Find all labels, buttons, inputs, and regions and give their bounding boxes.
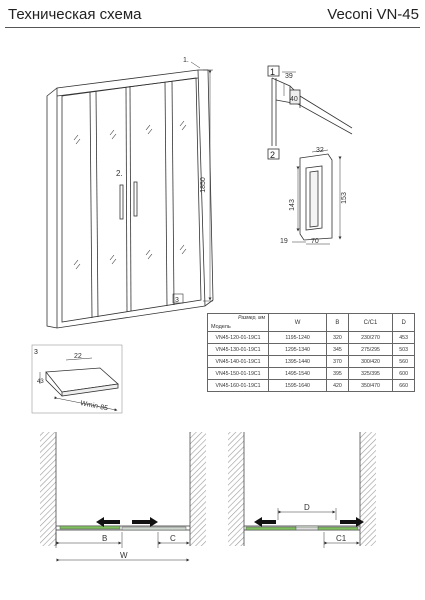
table-cell: 1395-1440 [269, 356, 327, 368]
table-cell: 370 [327, 356, 349, 368]
detail-3-number: 3 [34, 349, 38, 356]
detail-2-number: 2 [270, 150, 276, 160]
table-cell: 1195-1240 [269, 332, 327, 344]
plan-left-label-b: B [102, 534, 108, 543]
model-name: Veconi VN-45 [327, 6, 419, 23]
table-cell: 230/270 [348, 332, 392, 344]
detail-1-view [268, 66, 352, 146]
table-row [208, 380, 415, 392]
table-cell: 300/420 [348, 356, 392, 368]
plan-view-right [228, 432, 376, 548]
table-header-d: D [393, 314, 415, 332]
table-row [208, 368, 415, 380]
table-cell: VN45-130-01-19C1 [208, 344, 269, 356]
callout-2-label: 2. [116, 169, 123, 178]
door-perspective-view [47, 62, 213, 328]
callout-3-label: 3 [175, 297, 179, 304]
table-row [208, 356, 415, 368]
detail-2-view [268, 149, 340, 244]
detail-1-number: 1 [270, 67, 276, 77]
table-cell: 1595-1640 [269, 380, 327, 392]
detail-1-dim-top: 39 [285, 73, 293, 80]
table-cell: 503 [393, 344, 415, 356]
detail-2-dim-inner: 143 [289, 199, 296, 211]
detail-2-dim-bottom-a: 19 [280, 238, 288, 245]
plan-right-label-c1: C1 [336, 534, 347, 543]
table-cell: 275/295 [348, 344, 392, 356]
table-header-w: W [269, 314, 327, 332]
table-header-c: C/C1 [348, 314, 392, 332]
table-cell: 325/395 [348, 368, 392, 380]
table-cell: 560 [393, 356, 415, 368]
table-header-b: B [327, 314, 349, 332]
plan-left-label-w: W [120, 551, 128, 560]
table-header-model [208, 314, 269, 332]
detail-1-dim-side: 40 [290, 96, 298, 103]
detail-2-dim-outer: 153 [341, 192, 348, 204]
table-row [208, 344, 415, 356]
header-param-label: Размер, мм [238, 315, 265, 321]
detail-3-dim-wmin: Wmin-85 [79, 400, 109, 413]
table-cell: 660 [393, 380, 415, 392]
plan-left-open-arrows [96, 517, 158, 527]
table-cell: 600 [393, 368, 415, 380]
table-cell: 345 [327, 344, 349, 356]
table-cell: 350/470 [348, 380, 392, 392]
table-cell: 320 [327, 332, 349, 344]
detail-3-dim-angle: 22 [74, 353, 82, 360]
detail-2-dim-bottom-b: 70 [311, 238, 319, 245]
table-cell: VN45-160-01-19C1 [208, 380, 269, 392]
table-cell: 395 [327, 368, 349, 380]
plan-left-label-c: C [170, 534, 176, 543]
table-cell: 1495-1540 [269, 368, 327, 380]
height-dimension-label: 1850 [200, 177, 207, 193]
table-cell: 420 [327, 380, 349, 392]
dimension-table [207, 313, 415, 392]
header-model-label: Модель [211, 324, 231, 330]
table-row [208, 332, 415, 344]
table-cell: 1295-1340 [269, 344, 327, 356]
plan-right-label-d: D [304, 503, 310, 512]
detail-3-dim-small: 43 [37, 379, 44, 385]
table-cell: VN45-120-01-19C1 [208, 332, 269, 344]
table-cell: 453 [393, 332, 415, 344]
table-cell: VN45-150-01-19C1 [208, 368, 269, 380]
detail-2-dim-top: 32 [316, 147, 324, 154]
plan-view-left [40, 432, 206, 560]
page-title: Техническая схема [8, 6, 142, 23]
plan-right-close-arrows [254, 517, 364, 527]
table-header-row [208, 314, 415, 332]
callout-1-label: 1. [183, 57, 189, 64]
table-cell: VN45-140-01-19C1 [208, 356, 269, 368]
